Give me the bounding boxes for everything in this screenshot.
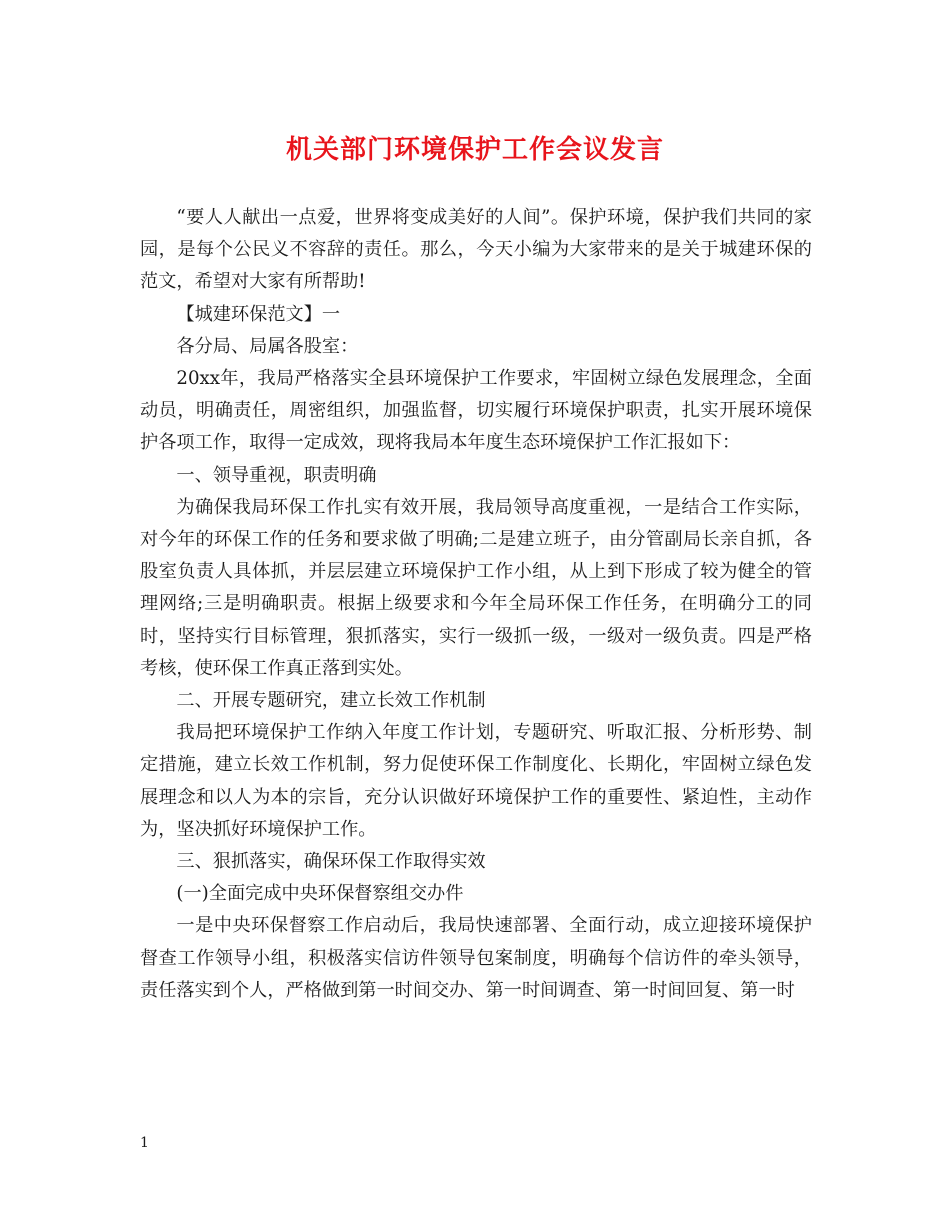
section-heading-2: 二、开展专题研究，建立长效工作机制 xyxy=(176,690,486,712)
paragraph-sample-heading: 【城建环保范文】一 xyxy=(176,303,341,325)
paragraph-subsection-1: 一是中央环保督察工作启动后，我局快速部署、全面行动，成立迎接环境保护督查工作领导小组，积极落实信访件领导包案制度，明确每个信访件的牵头领导，责任落实到个人，严格做到第一时间交办、第一时间调查、第一时间回复、第一时 xyxy=(140,915,812,1001)
paragraph-salutation: 各分局、局属各股室： xyxy=(176,335,359,357)
paragraph-section-2: 我局把环境保护工作纳入年度工作计划，专题研究、听取汇报、分析形势、制定措施，建立长效工作机制，努力促使环保工作制度化、长期化，牢固树立绿色发展理念和以人为本的宗旨，充分认识做好环境保护工作的重要性、紧迫性，主动作为，坚决抓好环境保护工作。 xyxy=(140,722,812,840)
paragraph-intro: “要人人献出一点爱，世界将变成美好的人间”。保护环境，保护我们共同的家园，是每个公民义不容辞的责任。那么，今天小编为大家带来的是关于城建环保的范文，希望对大家有所帮助! xyxy=(140,207,812,293)
section-heading-3: 三、狠抓落实，确保环保工作取得实效 xyxy=(176,851,486,873)
page-number: 1 xyxy=(140,1135,149,1151)
paragraph-summary: 20xx年，我局严格落实全县环境保护工作要求，牢固树立绿色发展理念，全面动员，明确责任，周密组织，加强监督，切实履行环境保护职责，扎实开展环境保护各项工作，取得一定成效，现将我局本年度生态环境保护工作汇报如下： xyxy=(140,368,812,454)
paragraph-section-1: 为确保我局环保工作扎实有效开展，我局领导高度重视，一是结合工作实际，对今年的环保工作的任务和要求做了明确;二是建立班子，由分管副局长亲自抓，各股室负责人具体抓，并层层建立环境保护工作小组，从上到下形成了较为健全的管理网络;三是明确职责。根据上级要求和今年全局环保工作任务，在明确分工的同时，坚持实行目标管理，狠抓落实，实行一级抓一级，一级对一级负责。四是严格考核，使环保工作真正落到实处。 xyxy=(140,496,812,679)
subsection-heading-1: (一)全面完成中央环保督察组交办件 xyxy=(176,883,464,905)
document-body xyxy=(140,202,812,1007)
section-heading-1: 一、领导重视，职责明确 xyxy=(176,464,377,486)
document-title: 机关部门环境保护工作会议发言 xyxy=(285,135,664,165)
